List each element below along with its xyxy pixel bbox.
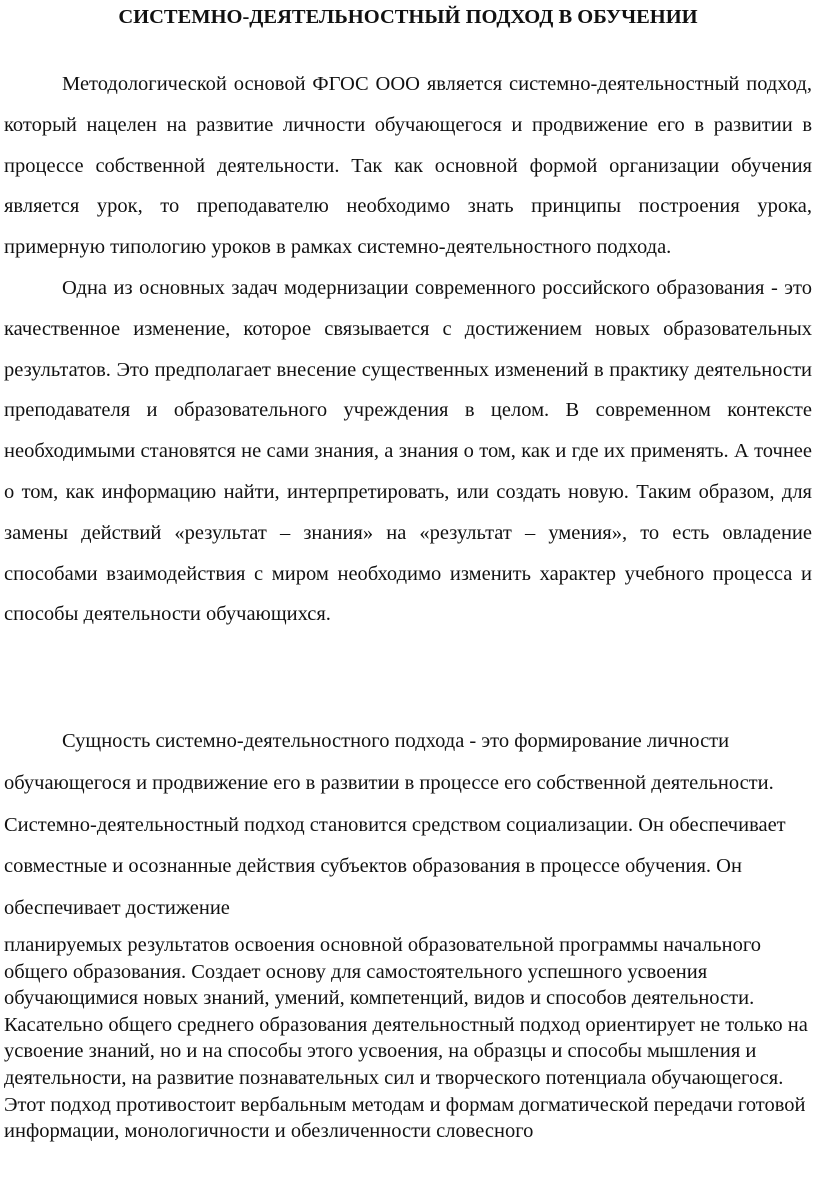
body-section-justified [4,64,812,635]
document-title: СИСТЕМНО-ДЕЯТЕЛЬНОСТНЫЙ ПОДХОД В ОБУЧЕНИИ [118,6,698,28]
paragraph-modernization: Одна из основных задач модернизации современного российского образования - это качественное изменение, которое связывается с достижением новых образовательных результатов. Это предполагает внесение существенных изменений в практику деятельности преподавателя и образовательного учреждения в целом. В современном контексте необходимыми становятся не сами знания, а знания о том, как и где их применять. А точнее о том, как информацию найти, интерпретировать, или создать новую. Таким образом, для замены действий «результат – знания» на «результат – умения», то есть овладение способами взаимодействия с миром необходимо изменить характер учебного процесса и способы деятельности обучающихся. [4,276,812,626]
paragraph-essence: Сущность системно-деятельностного подхода - это формирование личности обучающегося и продвижение его в развитии в процессе его собственной деятельности. Системно-деятельностный подход становится средством социализации. Он обеспечивает совместные и осознанные действия субъектов образования в процессе обучения. Он обеспечивает достижение [4,730,786,920]
body-section-essence [4,721,794,930]
body-section-dense [4,932,812,1145]
paragraph-methodology: Методологической основой ФГОС ООО является системно-деятельностный подход, который нацелен на развитие личности обучающегося и продвижение его в развитии в процессе собственной деятельности. Так как основной формой организации обучения является урок, то преподавателю необходимо знать принципы построения урока, примерную типологию уроков в рамках системно-деятельностного подхода. [4,73,812,259]
paragraph-results: планируемых результатов освоения основной образовательной программы начального общего образования. Создает основу для самостоятельного успешного усвоения обучающимися новых знаний, умений, компетенций, видов и способов деятельности. Касательно общего среднего образования деятельностный подход ориентирует не только на усвоение знаний, но и на способы этого усвоения, на образцы и способы мышления и деятельности, на развитие познавательных сил и творческого потенциала обучающегося. Этот подход противостоит вербальным методам и формам догматической передачи готовой информации, монологичности и обезличенности словесного [4,934,808,1143]
